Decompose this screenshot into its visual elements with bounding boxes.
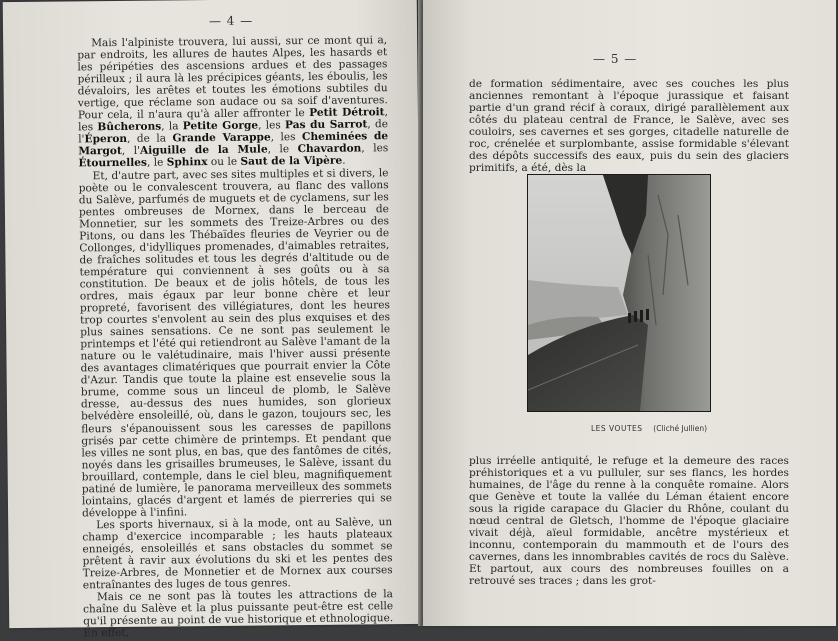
text-run: , de la	[127, 132, 173, 146]
place-name: Pas du Sarrot	[284, 118, 368, 132]
place-name: Étournelles	[78, 157, 148, 170]
right-page	[423, 0, 836, 626]
text-run: ou le	[207, 156, 241, 169]
place-name: Chavardon	[297, 142, 362, 156]
text-run: .	[342, 155, 346, 168]
text-run: , les	[77, 106, 388, 134]
page-number: — 4 —	[208, 13, 254, 29]
text-run: Mais ce ne sont pas là toutes les attractions de la chaîne du Salève et la plus puissante peut-être est celle qu'il présente au point de vue historique et ethnologique. En effet,	[83, 588, 394, 640]
place-name: Grande Varappe	[172, 131, 271, 145]
text-run: Mais l'alpiniste trouvera, lui aussi, sur ce mont qui a, par endroits, les allures de hautes Alpes, les hasards et les péripéties des ascensions ardues et des passages périlleux ; il aura là les précipices géants, les éboulis, les dévaloirs, les arêtes et toutes les émotions subtiles du vertige, que réclame son audace ou sa soif d'aventures. Pour cela, il n'aura qu'à aller affronter le	[77, 34, 388, 122]
photo-caption	[527, 424, 709, 433]
left-page-body	[77, 34, 393, 640]
page-number: — 5 —	[593, 52, 638, 66]
paragraph	[83, 588, 393, 639]
place-name: Saut de la Vipère	[240, 155, 343, 169]
right-page-top-paragraph	[469, 78, 789, 174]
text-run: , de l'	[78, 118, 389, 146]
paragraph	[77, 34, 388, 170]
paragraph: de formation sédimentaire, avec ses couches les plus anciennes remontant à l'époque jurassique et faisant partie d'un grand récif à coraux, dirigé parallèlement aux côtés du plateau central de France, le Salève, avec ses couloirs, ses cavernes et ses gorges, citadelle naturelle de roc, crénelée et surplombante, assise formidable s'élevant des dépôts successifs des eaux, puis du sein des glaciers primitifs, a été, dès la	[469, 78, 789, 175]
paragraph	[82, 516, 393, 592]
left-page	[3, 0, 424, 640]
text-run: , le	[267, 143, 298, 156]
photograph-les-voutes	[527, 174, 711, 412]
text-run: , les	[270, 131, 303, 144]
text-run: , la	[161, 120, 183, 133]
text-run: Les sports hivernaux, si à la mode, ont au Salève, un champ d'exercice incomparable ; les hauts plateaux enneigés, ensoleillés et sans obstacles du sommet se prêtent à ravir aux évolutions du ski et les pentes des Treize-Arbres, de Monnetier et de Mornex aux courses entraînantes des luges de tous genres.	[82, 516, 393, 592]
photo-credit: (Cliché Jullien)	[653, 424, 707, 433]
right-page-bottom-paragraph	[469, 455, 789, 588]
paragraph	[78, 167, 392, 520]
place-name: Aiguille de la Mule	[139, 143, 268, 158]
text-run: Et, d'autre part, avec ses sites multiples et si divers, le poète ou le convalescent trouvera, au flanc des vallons du Salève, parfumés de muguets et de cyclamens, sur les pentes ombreuses de Mornex, dans le berceau de Monnetier, sur les sommets des Treize-Arbres ou des Pitons, ou dans les Thébaïdes fleuries de Veyrier ou de Collonges, d'idylliques promenades, d'aimables retraites, de fraîches solitudes et tous les degrés d'altitude ou de température qui conviennent à ses goûts ou à sa constitution. De beaux et de jolis hôtels, de tous les ordres, mais égaux par leur bonne chère et leur propreté, favorisent des villégiatures, dont les heures trop courtes s'envolent au sein des plus exquises et des plus saines sensations. Ce ne sont pas seulement le printemps et l'été qui retiendront au Salève l'amant de la nature ou le valétudinaire, mais l'hiver aussi présente des avantages climatériques que pourrait envier la Côte d'Azur. Tandis que toute la plaine est ensevelie sous la brume, comme sous un linceul de plomb, le Salève dresse, au-dessus des nues humides, son glorieux belvédère ensoleillé, où, dans le gazon, toujours sec, les fleurs s'épanouissent sous les caresses de papillons grisés par cette chimère de printemps. Et pendant que les villes ne sont plus, en bas, que des fantômes de cités, noyés dans les grisailles brumeuses, le Salève, issant du brouillard, contemple, dans le ciel bleu, magnifiquement patiné de lumière, le panorama merveilleux des sommets lointains, glacés d'argent et lamés de pierreries qui se développe à l'infini.	[78, 166, 393, 520]
text-run: , le	[146, 156, 167, 170]
place-name: Éperon	[84, 133, 128, 146]
text-run: , les	[361, 142, 389, 155]
text-run: , l'	[121, 145, 141, 158]
place-name: Bûcherons	[97, 120, 162, 134]
place-name: Cheminées de Margot	[78, 130, 389, 158]
place-name: Sphinx	[166, 156, 208, 169]
paragraph: plus irréelle antiquité, le refuge et la demeure des races préhistoriques et a vu pulluler, sur ses flancs, les hordes humaines, de l'âge du renne à la conquête romaine. Alors que Genève et toute la vallée du Léman étaient encore sous la rigide carapace du Glacier du Rhône, coulant du nœud central de Gletsch, l'homme de l'époque glaciaire vivait déjà, aïeul formidable, ancêtre mystérieux et inconnu, contemporain du mammouth et de l'ours des cavernes, dans les innombrables cavités de rocs du Salève. Et partout, aux cours des nombreuses fouilles on a retrouvé ses traces ; dans les grot-	[469, 455, 789, 588]
photo-title: LES VOUTES	[591, 424, 643, 433]
place-name: Petit Détroit	[309, 106, 385, 120]
text-run: , les	[258, 119, 286, 132]
place-name: Petite Gorge	[182, 119, 259, 133]
